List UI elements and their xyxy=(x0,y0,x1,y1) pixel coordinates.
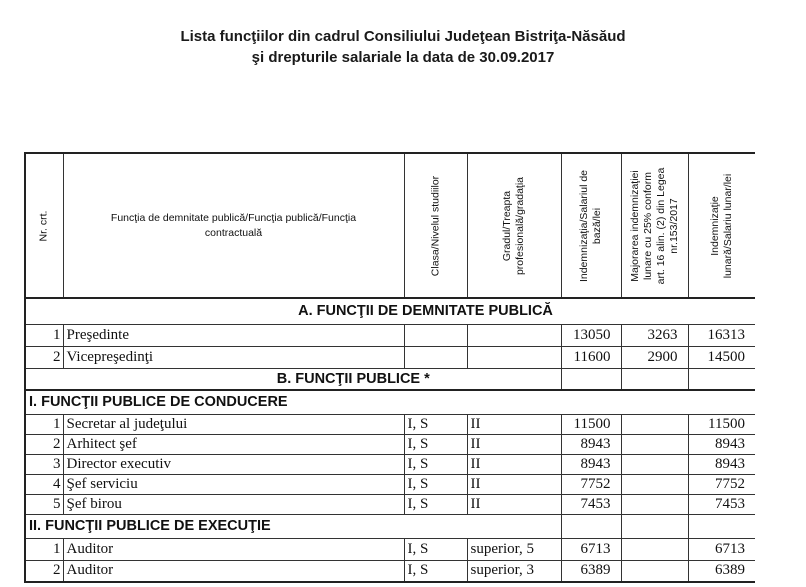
salary-table-container xyxy=(24,152,755,587)
cell-grade: II xyxy=(467,414,561,434)
cell-monthly: 11500 xyxy=(688,414,755,434)
cell-increase xyxy=(621,494,688,514)
cell-class: I, S xyxy=(404,414,467,434)
header-row xyxy=(25,153,755,298)
cell-base: 8943 xyxy=(561,434,621,454)
document-title-line-1: Lista funcţiilor din cadrul Consiliului Judeţean Bistriţa-Năsăud xyxy=(180,28,626,45)
cell-base: 13050 xyxy=(561,324,621,346)
header-increase-line-2: lunare cu 25% conform xyxy=(641,171,654,280)
cell-function: Şef serviciu xyxy=(63,474,404,494)
cell-base: 8943 xyxy=(561,454,621,474)
cell-base: 6713 xyxy=(561,538,621,560)
cell-base: 7752 xyxy=(561,474,621,494)
cell-base: 6389 xyxy=(561,560,621,582)
header-monthly xyxy=(688,153,755,298)
table-row xyxy=(25,454,755,474)
cell-grade: II xyxy=(467,474,561,494)
table-body xyxy=(25,298,755,582)
section-b-heading: B. FUNCŢII PUBLICE * xyxy=(25,368,561,390)
table-row xyxy=(25,346,755,368)
cell-function: Director executiv xyxy=(63,454,404,474)
cell-monthly: 7453 xyxy=(688,494,755,514)
header-increase-line-4: nr.153/2017 xyxy=(667,197,680,254)
section-row-b2 xyxy=(25,514,755,538)
cell-monthly: 7752 xyxy=(688,474,755,494)
cell-monthly: 8943 xyxy=(688,434,755,454)
header-increase xyxy=(621,153,688,298)
cell-monthly: 6389 xyxy=(688,560,755,582)
cell-grade: superior, 5 xyxy=(467,538,561,560)
cell-increase xyxy=(621,454,688,474)
header-increase-line-1: Majorarea indemnizaţiei xyxy=(628,169,641,282)
cell-nr: 1 xyxy=(25,324,63,346)
header-monthly-label xyxy=(709,173,735,277)
section-row-b1 xyxy=(25,390,755,414)
table-row xyxy=(25,560,755,582)
cell-function: Auditor xyxy=(63,560,404,582)
cell-increase xyxy=(621,414,688,434)
header-base-salary xyxy=(561,153,621,298)
section-b1-heading: I. FUNCŢII PUBLICE DE CONDUCERE xyxy=(25,390,755,414)
table-row xyxy=(25,434,755,454)
cell-class: I, S xyxy=(404,434,467,454)
cell-class xyxy=(404,324,467,346)
cell-function: Şef birou xyxy=(63,494,404,514)
header-function: Funcţia de demnitate publică/Funcţia publică/Funcţia contractuală xyxy=(63,153,404,298)
cell-function: Auditor xyxy=(63,538,404,560)
cell-class: I, S xyxy=(404,560,467,582)
header-base-salary-label xyxy=(578,169,604,281)
header-monthly-line-1: Indemnizaţie xyxy=(708,195,721,256)
cell-grade: superior, 3 xyxy=(467,560,561,582)
cell-empty xyxy=(688,514,755,538)
cell-increase: 3263 xyxy=(621,324,688,346)
cell-grade xyxy=(467,324,561,346)
cell-monthly: 16313 xyxy=(688,324,755,346)
section-row-b xyxy=(25,368,755,390)
cell-grade xyxy=(467,346,561,368)
cell-nr: 2 xyxy=(25,434,63,454)
cell-grade: II xyxy=(467,494,561,514)
cell-empty xyxy=(688,368,755,390)
table-row xyxy=(25,324,755,346)
header-grade-label: Gradul/Treapta profesională/gradaţia xyxy=(501,176,526,275)
cell-nr: 2 xyxy=(25,346,63,368)
cell-function: Arhitect şef xyxy=(63,434,404,454)
header-nr-label: Nr. crt. xyxy=(37,210,50,241)
header-class xyxy=(404,153,467,298)
cell-empty xyxy=(621,514,688,538)
cell-nr: 4 xyxy=(25,474,63,494)
cell-increase: 2900 xyxy=(621,346,688,368)
cell-class: I, S xyxy=(404,474,467,494)
table-row xyxy=(25,414,755,434)
cell-class: I, S xyxy=(404,494,467,514)
header-increase-label xyxy=(629,167,681,284)
table-row xyxy=(25,538,755,560)
cell-nr: 1 xyxy=(25,414,63,434)
cell-class: I, S xyxy=(404,538,467,560)
cell-function: Preşedinte xyxy=(63,324,404,346)
header-monthly-line-2: lunară/Salariu lunar/lei xyxy=(721,173,734,278)
cell-function: Vicepreşedinţi xyxy=(63,346,404,368)
cell-nr: 3 xyxy=(25,454,63,474)
cell-increase xyxy=(621,434,688,454)
header-base-line-2: bază/lei xyxy=(591,207,603,244)
cell-nr: 5 xyxy=(25,494,63,514)
cell-empty xyxy=(561,514,621,538)
header-class-label: Clasa/Nivelul studiilor xyxy=(429,175,441,276)
section-a-heading: A. FUNCŢII DE DEMNITATE PUBLICĂ xyxy=(25,298,755,324)
cell-nr: 2 xyxy=(25,560,63,582)
header-grade xyxy=(467,153,561,298)
section-b2-heading: II. FUNCŢII PUBLICE DE EXECUŢIE xyxy=(25,514,561,538)
salary-table xyxy=(24,152,755,583)
cell-empty xyxy=(621,368,688,390)
cell-class: I, S xyxy=(404,454,467,474)
cell-base: 11600 xyxy=(561,346,621,368)
header-increase-line-3: art. 16 alin. (2) din Legea xyxy=(654,167,667,284)
cell-class xyxy=(404,346,467,368)
cell-base: 11500 xyxy=(561,414,621,434)
header-base-line-1: Indemnizaţia/Salariul de xyxy=(578,169,590,282)
cell-increase xyxy=(621,474,688,494)
cell-grade: II xyxy=(467,434,561,454)
table-row xyxy=(25,474,755,494)
document-title-line-2: şi drepturile salariale la data de 30.09.2017 xyxy=(251,49,555,66)
cell-monthly: 6713 xyxy=(688,538,755,560)
cell-monthly: 14500 xyxy=(688,346,755,368)
cell-grade: II xyxy=(467,454,561,474)
header-nr xyxy=(25,153,63,298)
cell-nr: 1 xyxy=(25,538,63,560)
cell-monthly: 8943 xyxy=(688,454,755,474)
cell-increase xyxy=(621,538,688,560)
cell-empty xyxy=(561,368,621,390)
cell-base: 7453 xyxy=(561,494,621,514)
section-row-a xyxy=(25,298,755,324)
cell-increase xyxy=(621,560,688,582)
table-row xyxy=(25,494,755,514)
cell-function: Secretar al judeţului xyxy=(63,414,404,434)
